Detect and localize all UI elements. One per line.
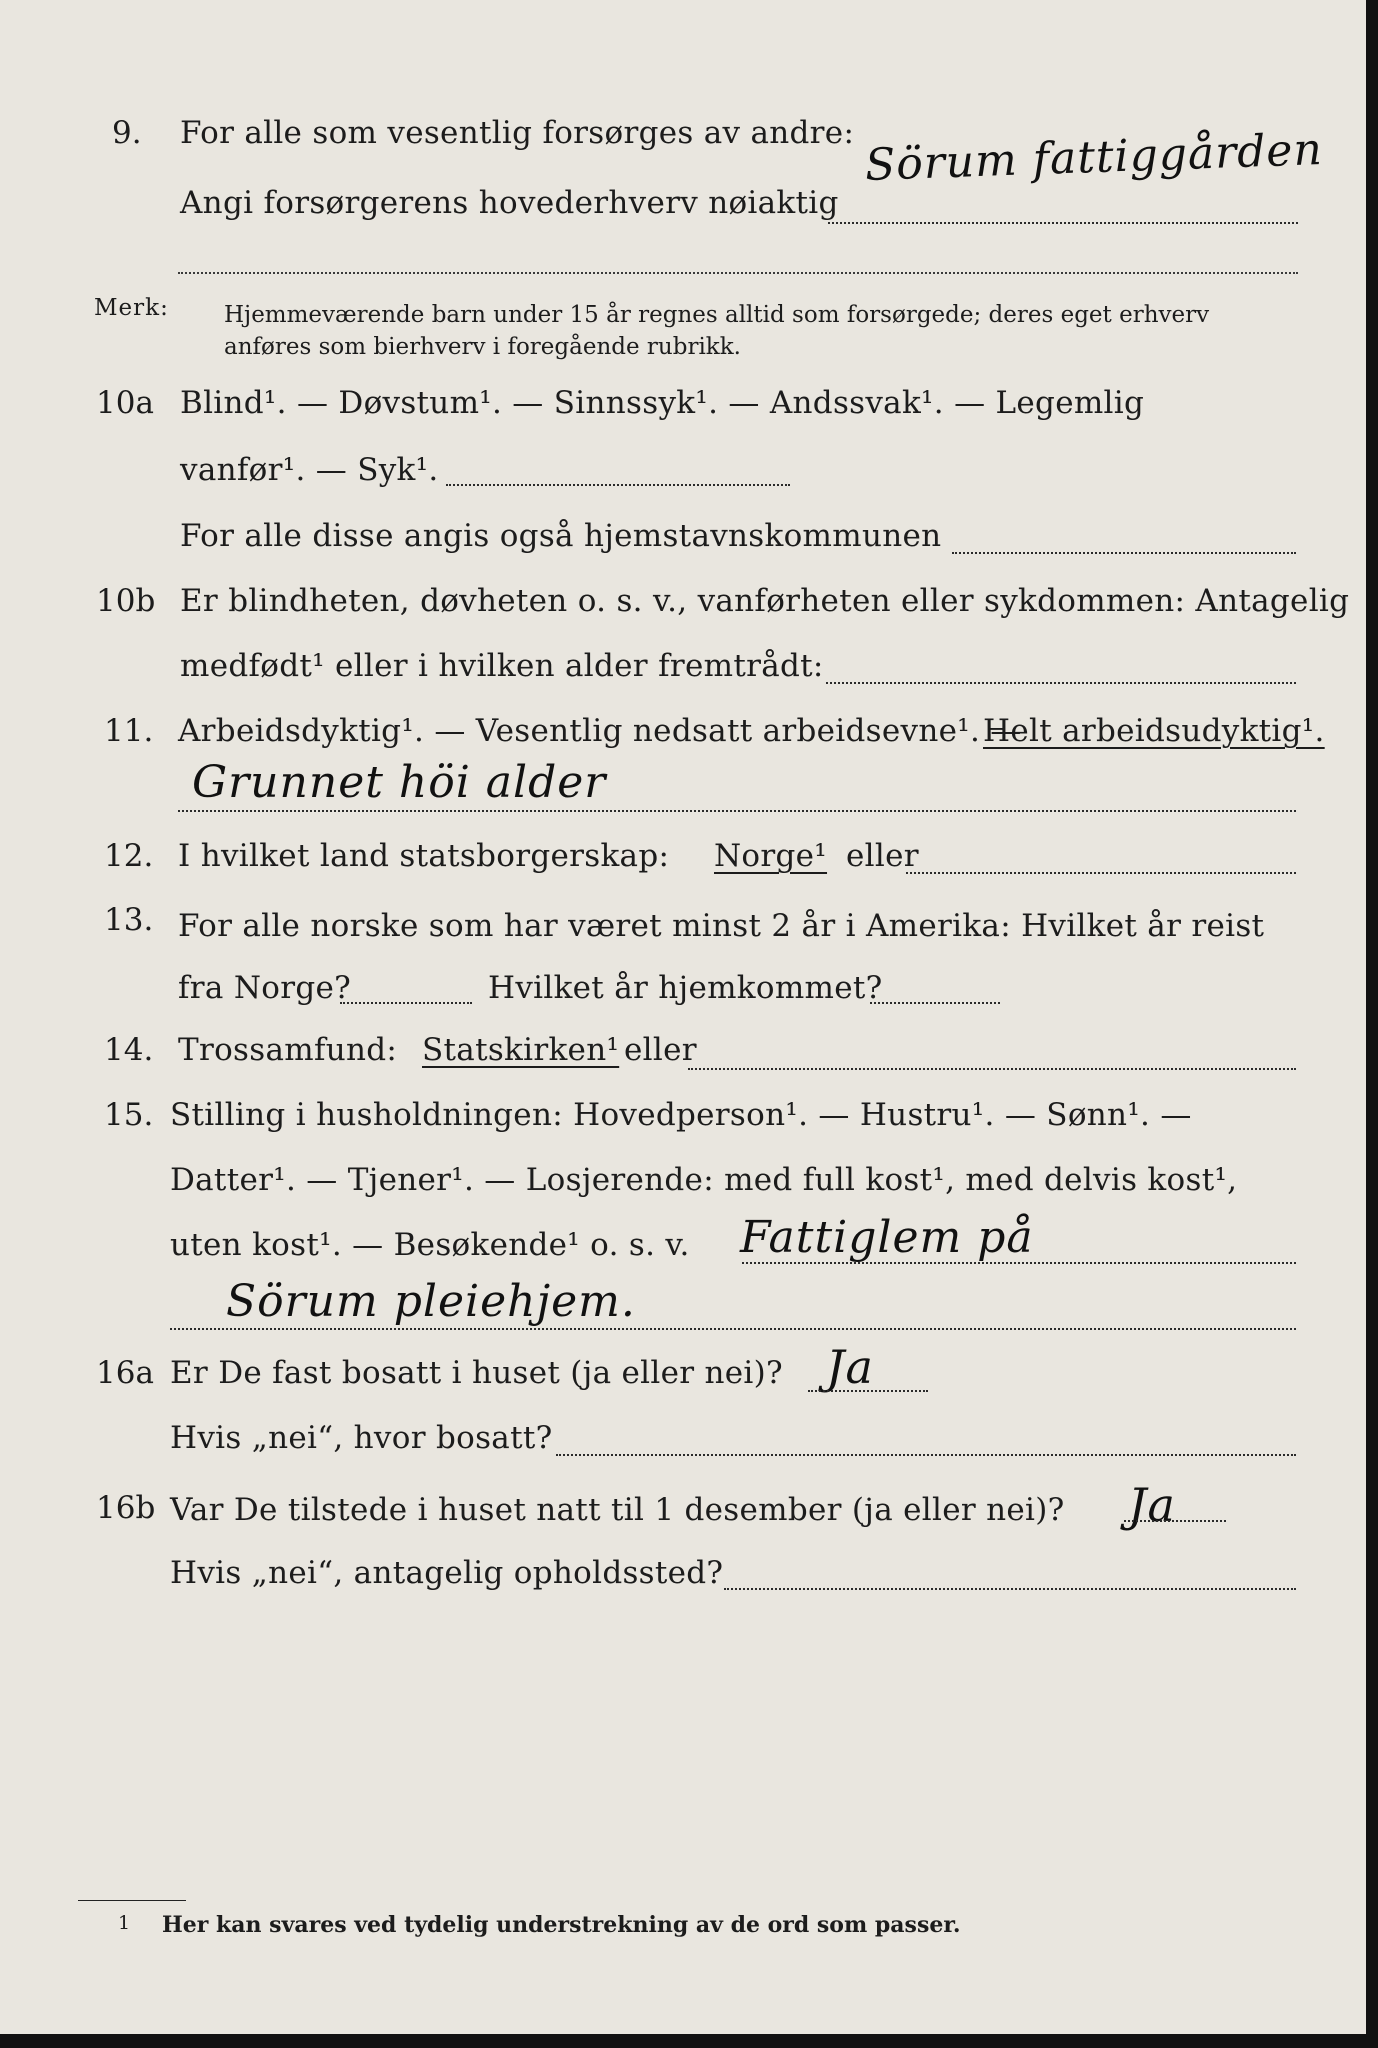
q13-line2a: fra Norge? bbox=[178, 970, 352, 1006]
merk-line2: anføres som bierhverv i foregående rubrikk. bbox=[224, 334, 741, 360]
q10a-line3: For alle disse angis også hjemstavnskommunen bbox=[180, 518, 942, 554]
merk-label: Merk: bbox=[94, 295, 169, 321]
q14-eller: eller bbox=[624, 1032, 697, 1068]
q16a-line1: Er De fast bosatt i huset (ja eller nei)? bbox=[170, 1355, 783, 1391]
q15-line3: uten kost¹. — Besøkende¹ o. s. v. bbox=[170, 1227, 690, 1263]
q13-hjemkommet-line bbox=[870, 1002, 1000, 1004]
q11-number: 11. bbox=[104, 713, 154, 749]
q16a-answer-line bbox=[808, 1390, 928, 1392]
q16b-answer-line bbox=[1124, 1520, 1226, 1522]
q14-answer-line bbox=[688, 1068, 1296, 1070]
q14-number: 14. bbox=[104, 1032, 154, 1068]
q15-line1: Stilling i husholdningen: Hovedperson¹. — Hustru¹. — Sønn¹. — bbox=[170, 1097, 1192, 1133]
q13-line1: For alle norske som har været minst 2 år i Amerika: Hvilket år reist bbox=[178, 908, 1265, 944]
q9-separator-line bbox=[178, 272, 1298, 274]
q16a-line2: Hvis „nei“, hvor bosatt? bbox=[170, 1420, 553, 1456]
footnote-text: Her kan svares ved tydelig understrekning av de ord som passer. bbox=[162, 1912, 961, 1938]
q15-answer-line2 bbox=[170, 1328, 1296, 1330]
q16a-bosatt-line bbox=[556, 1454, 1296, 1456]
footnote-separator bbox=[78, 1900, 186, 1901]
q12-number: 12. bbox=[104, 838, 154, 874]
q11-answer-line bbox=[178, 810, 1296, 812]
q10b-answer-line bbox=[826, 682, 1296, 684]
q15-handwritten-answer1: Fattiglem på bbox=[740, 1212, 1034, 1263]
q16a-number: 16a bbox=[96, 1355, 154, 1391]
q10b-line2: medfødt¹ eller i hvilken alder fremtrådt: bbox=[180, 648, 824, 684]
q15-answer-line1 bbox=[742, 1262, 1296, 1264]
q11-handwritten-answer: Grunnet höi alder bbox=[192, 757, 607, 808]
q11-line1a: Arbeidsdyktig¹. — Vesentlig nedsatt arbeidsevne¹. — bbox=[178, 713, 1022, 749]
q9-number: 9. bbox=[112, 115, 142, 151]
q16b-number: 16b bbox=[96, 1490, 156, 1526]
merk-line1: Hjemmeværende barn under 15 år regnes alltid som forsørgede; deres eget erhverv bbox=[224, 302, 1210, 328]
q14-line-a: Trossamfund: bbox=[178, 1032, 398, 1068]
q9-line2: Angi forsørgerens hovederhverv nøiaktig bbox=[180, 185, 839, 221]
q16b-line2: Hvis „nei“, antagelig opholdssted? bbox=[170, 1555, 724, 1591]
q16b-handwritten-answer: Ja bbox=[1128, 1478, 1176, 1532]
q10b-number: 10b bbox=[96, 583, 156, 619]
q15-handwritten-answer2: Sörum pleiehjem. bbox=[226, 1276, 636, 1327]
q10a-number: 10a bbox=[96, 385, 154, 421]
q12-norge-underlined: Norge¹ bbox=[714, 838, 828, 874]
q10a-hjemstavn-line bbox=[952, 552, 1296, 554]
q13-line2b: Hvilket år hjemkommet? bbox=[488, 970, 883, 1006]
q15-number: 15. bbox=[104, 1097, 154, 1133]
q16a-handwritten-answer: Ja bbox=[826, 1340, 874, 1394]
q13-number: 13. bbox=[104, 902, 154, 938]
footnote-mark: 1 bbox=[118, 1912, 131, 1934]
q12-answer-line bbox=[906, 872, 1296, 874]
q12-eller: eller bbox=[846, 838, 919, 874]
q16b-opholdssted-line bbox=[724, 1588, 1296, 1590]
q10a-line2: vanfør¹. — Syk¹. bbox=[180, 452, 439, 488]
q9-line1: For alle som vesentlig forsørges av andre: bbox=[180, 115, 855, 151]
q12-line-a: I hvilket land statsborgerskap: bbox=[178, 838, 670, 874]
q10a-syk-line bbox=[446, 484, 790, 486]
q9-handwritten-answer: Sörum fattiggården bbox=[864, 124, 1324, 191]
q14-statskirken-underlined: Statskirken¹ bbox=[422, 1032, 620, 1068]
q9-answer-line bbox=[828, 222, 1298, 224]
q13-reist-line bbox=[340, 1002, 472, 1004]
q11-line1b-underlined: Helt arbeidsudyktig¹. bbox=[983, 713, 1325, 749]
q10a-line1: Blind¹. — Døvstum¹. — Sinnssyk¹. — Andssvak¹. — Legemlig bbox=[180, 385, 1145, 421]
q16b-line1: Var De tilstede i huset natt til 1 desember (ja eller nei)? bbox=[170, 1492, 1065, 1528]
q15-line2: Datter¹. — Tjener¹. — Losjerende: med full kost¹, med delvis kost¹, bbox=[170, 1162, 1238, 1198]
q10b-line1: Er blindheten, døvheten o. s. v., vanførheten eller sykdommen: Antagelig bbox=[180, 583, 1350, 619]
